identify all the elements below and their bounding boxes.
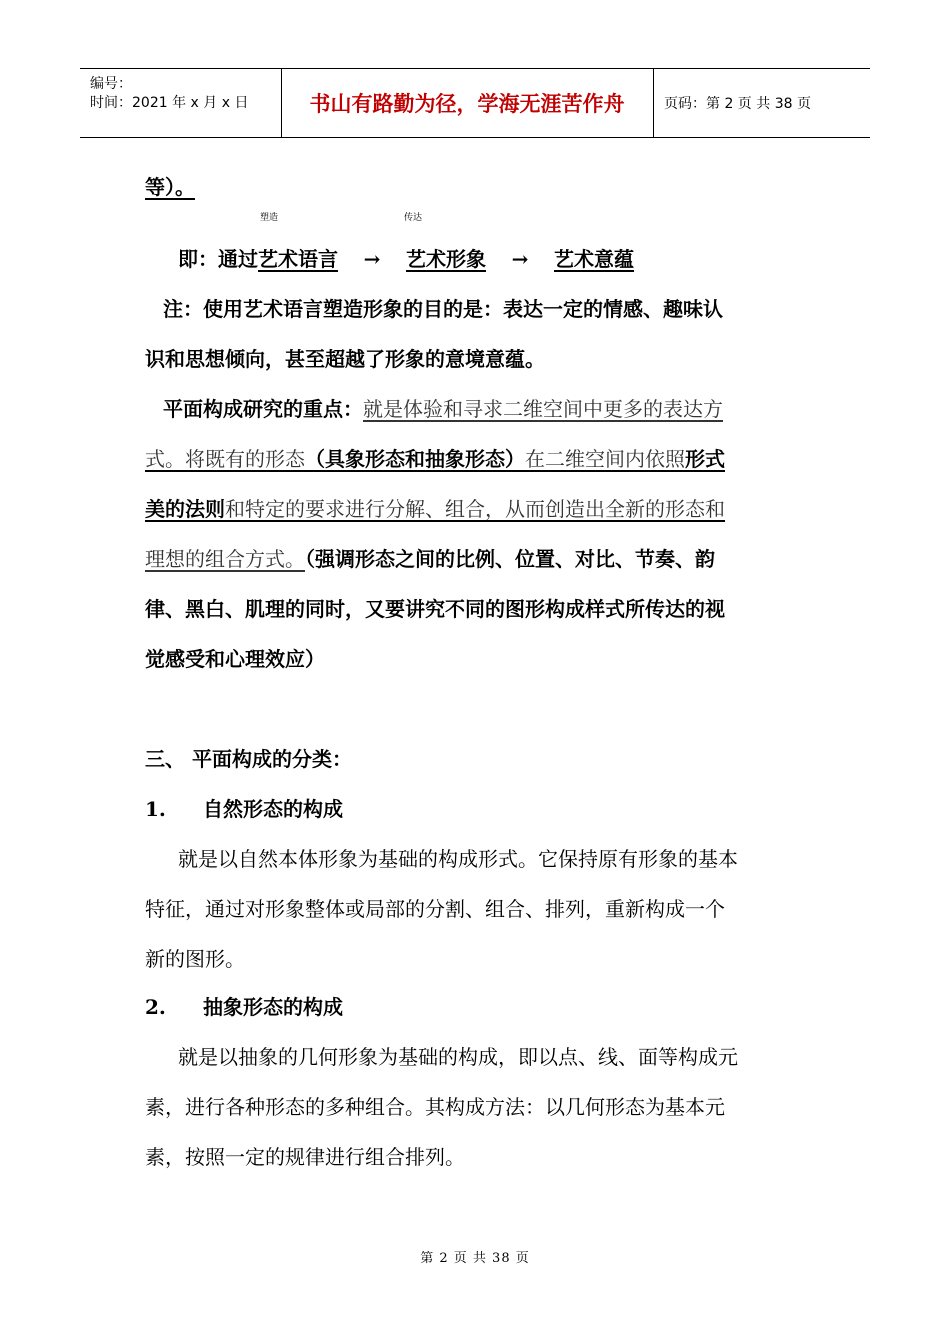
item-2-paragraph-line: 素，按照一定的规律进行组合排列。 xyxy=(145,1145,465,1169)
convey-label: 传达 xyxy=(404,213,423,223)
section-heading-3: 三、 平面构成的分类： xyxy=(145,747,352,771)
page-header xyxy=(80,68,870,138)
focus-bold: 形式 xyxy=(685,447,725,471)
arrow-icon: → xyxy=(363,247,381,271)
focus-line-4 xyxy=(145,547,810,571)
item-2-number: 2. xyxy=(145,995,166,1019)
flow-prefix: 即：通过 xyxy=(178,247,258,271)
focus-bold: （强调形态之间的比例、位置、对比、节奏、韵 xyxy=(305,547,715,571)
focus-text: 在二维空间内依照 xyxy=(525,447,685,471)
focus-text: 和特定的要求进行分解、组合，从而创造出全新的形态和 xyxy=(225,497,725,521)
header-motto: 书山有路勤为径，学海无涯苦作舟 xyxy=(309,92,625,116)
flow-art-language: 艺术语言 xyxy=(258,247,338,271)
focus-line-2 xyxy=(145,447,810,471)
item-2-paragraph-line: 素，进行各种形态的多种组合。其构成方法：以几何形态为基本元 xyxy=(145,1095,725,1119)
header-meta xyxy=(80,69,280,137)
flow-line xyxy=(178,247,843,271)
focus-label: 平面构成研究的重点： xyxy=(163,397,363,421)
note-line-2: 识和思想倾向，甚至超越了形象的意境意蕴。 xyxy=(145,347,545,371)
focus-line-5: 律、黑白、肌理的同时，又要讲究不同的图形构成样式所传达的视 xyxy=(145,597,725,621)
item-2-heading xyxy=(145,995,810,1019)
time-label: 时间：2021 年 x 月 x 日 xyxy=(90,95,249,111)
focus-line-6: 觉感受和心理效应） xyxy=(145,647,325,671)
focus-line-1 xyxy=(163,397,828,421)
header-divider xyxy=(653,69,654,137)
item-1-number: 1. xyxy=(145,797,166,821)
header-page-info: 页码：第 2 页 共 38 页 xyxy=(664,96,811,112)
focus-line-3 xyxy=(145,497,810,521)
number-label: 编号： xyxy=(90,76,132,92)
focus-bold: 美的法则 xyxy=(145,497,225,521)
continued-line: 等）。 xyxy=(145,175,195,199)
arrow-icon: → xyxy=(511,247,529,271)
item-2-title: 抽象形态的构成 xyxy=(203,995,343,1019)
item-1-paragraph-line: 特征，通过对形象整体或局部的分割、组合、排列，重新构成一个 xyxy=(145,897,725,921)
item-1-paragraph-line: 新的图形。 xyxy=(145,947,245,971)
item-1-paragraph-line: 就是以自然本体形象为基础的构成形式。它保持原有形象的基本 xyxy=(178,847,738,871)
note-line-1: 注：使用艺术语言塑造形象的目的是：表达一定的情感、趣味认 xyxy=(163,297,723,321)
item-2-paragraph-line: 就是以抽象的几何形象为基础的构成，即以点、线、面等构成元 xyxy=(178,1045,738,1069)
flow-art-image: 艺术形象 xyxy=(406,247,486,271)
focus-text: 式。将既有的形态 xyxy=(145,447,305,471)
page-footer: 第 2 页 共 38 页 xyxy=(420,1251,530,1266)
flow-art-meaning: 艺术意蕴 xyxy=(554,247,634,271)
item-1-heading xyxy=(145,797,810,821)
shaping-label: 塑造 xyxy=(260,213,279,223)
focus-text: 就是体验和寻求二维空间中更多的表达方 xyxy=(363,397,723,421)
focus-text: 理想的组合方式。 xyxy=(145,547,305,571)
focus-bold: （具象形态和抽象形态） xyxy=(305,447,525,471)
item-1-title: 自然形态的构成 xyxy=(203,797,343,821)
